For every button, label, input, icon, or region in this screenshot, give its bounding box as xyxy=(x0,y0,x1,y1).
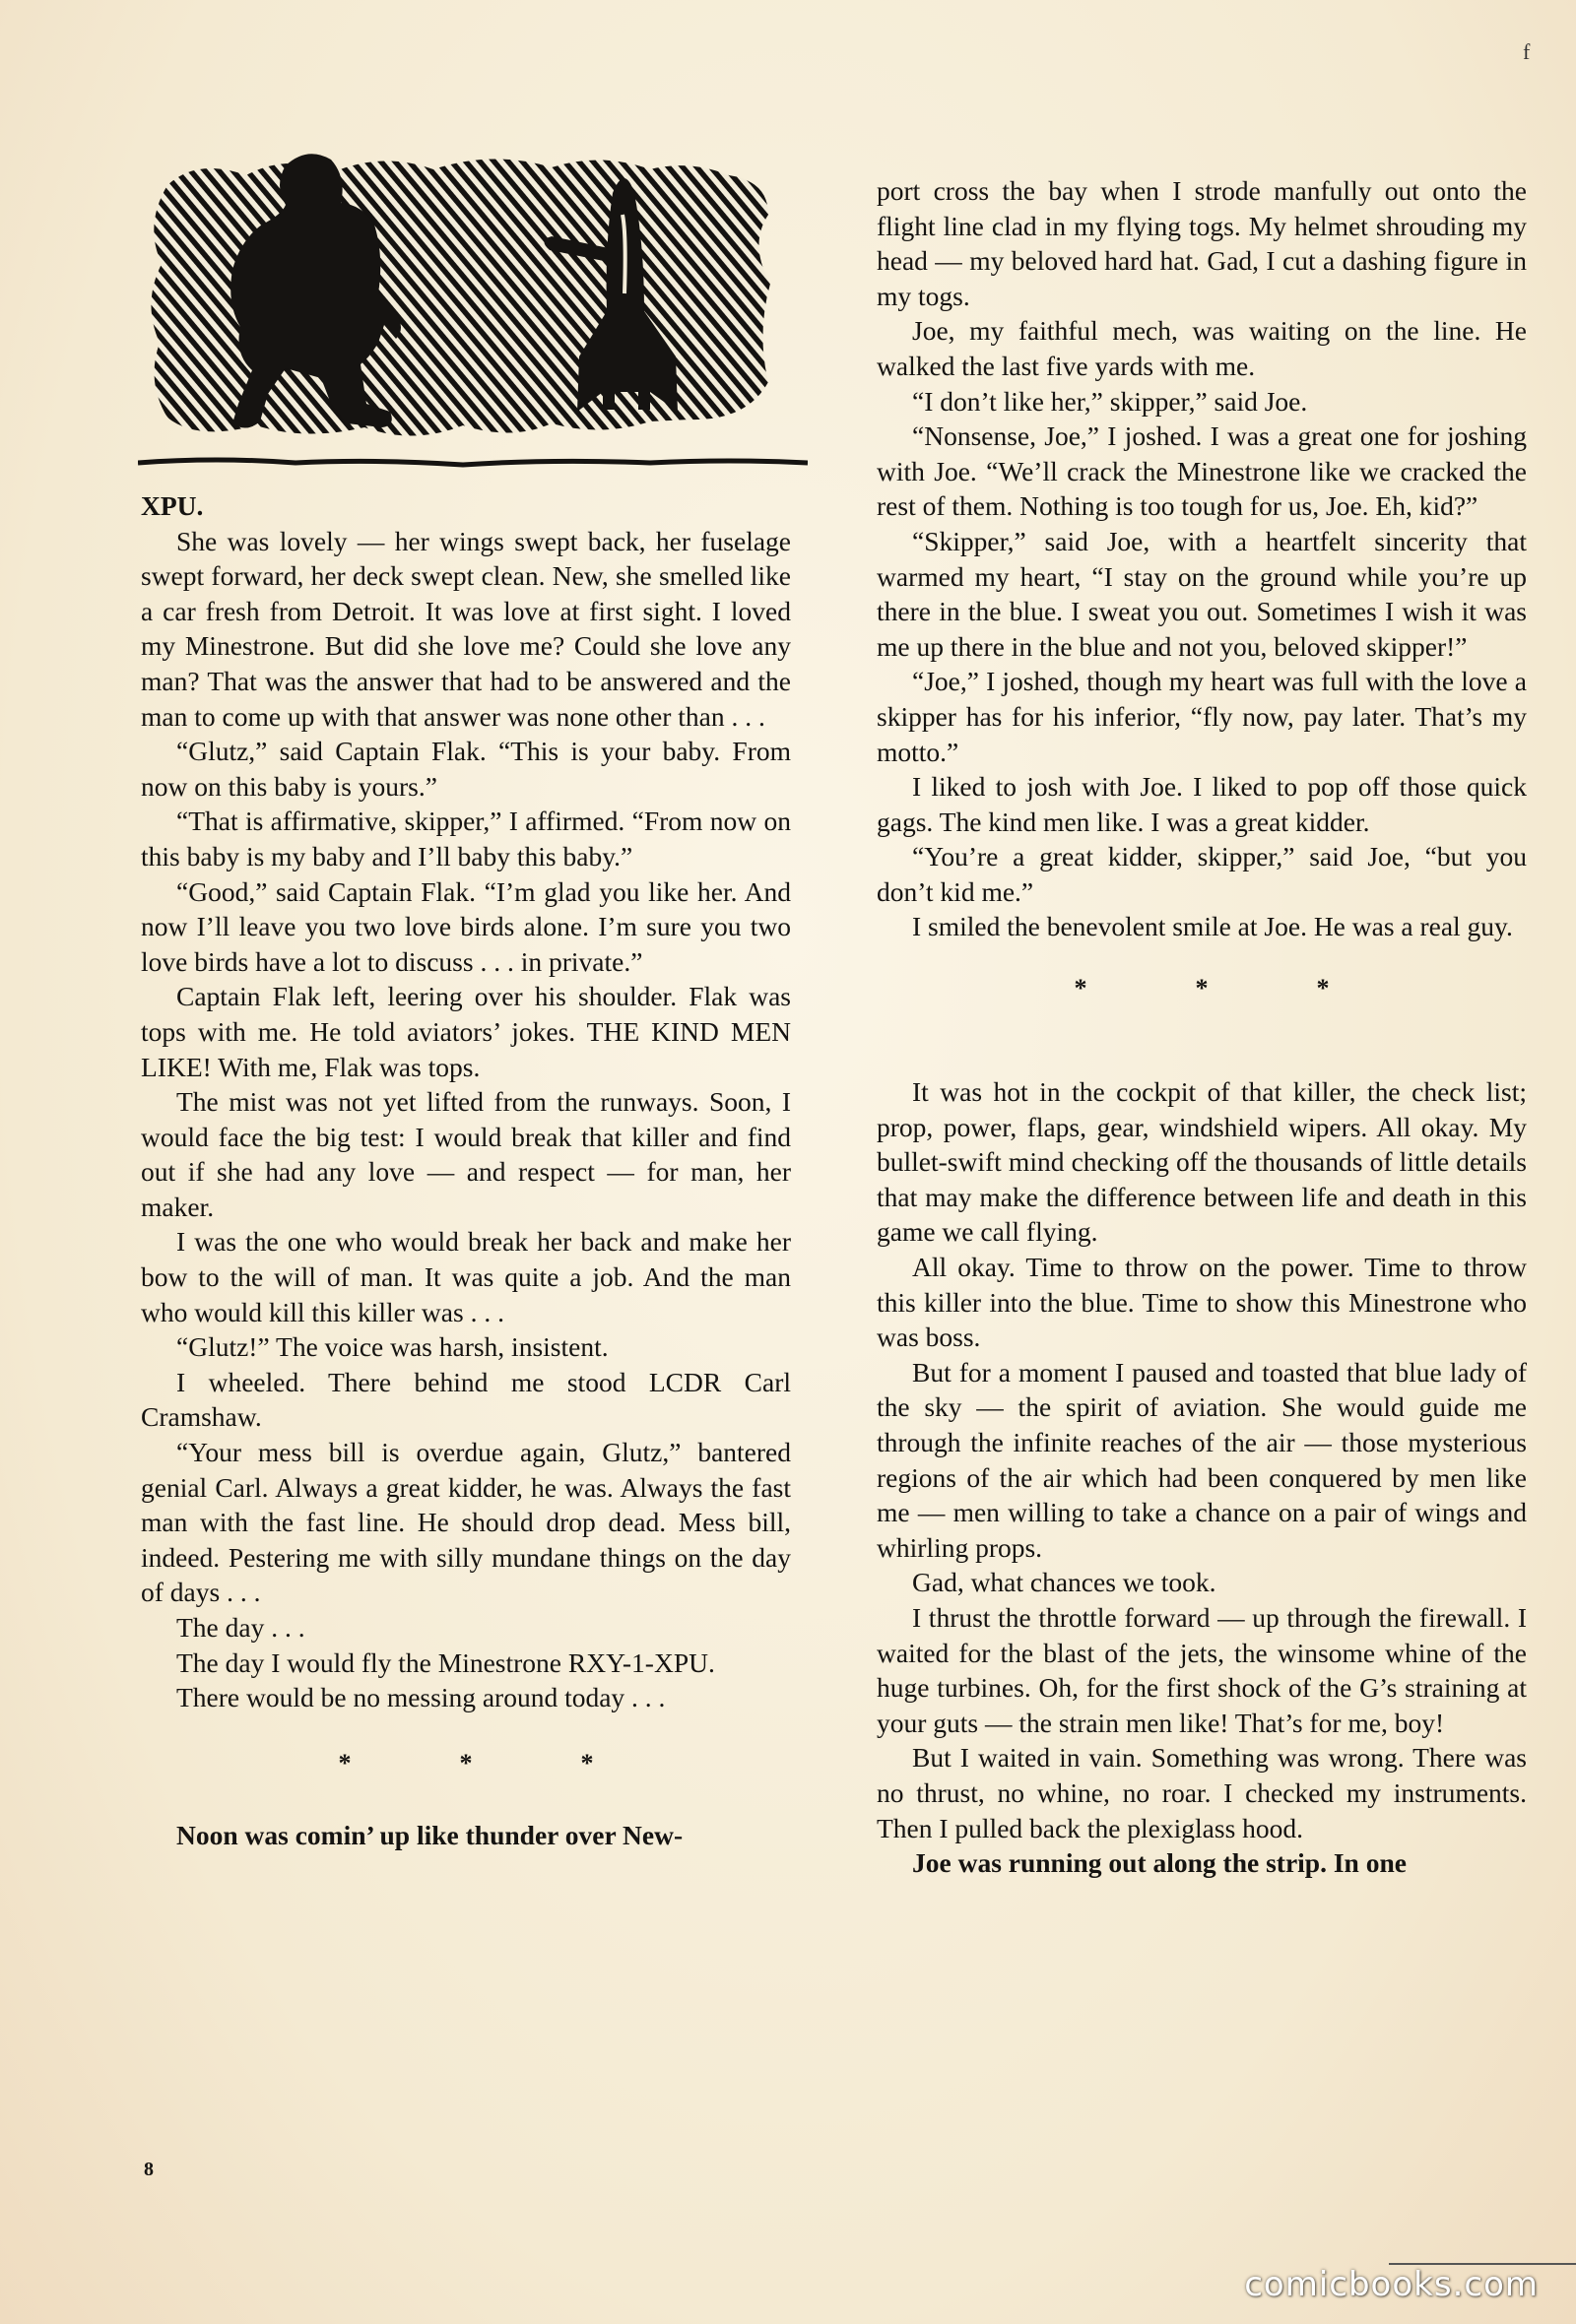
paragraph: “Skipper,” said Joe, with a heartfelt sincerity that warmed my heart, “I stay on the ground while you’re up there in the blue. I sweat you out. Sometimes I wish it was me up there in the blue and not you, beloved skipper!” xyxy=(877,525,1527,662)
paragraph: I thrust the throttle forward — up through the firewall. I waited for the blast of the jets, the winsome whine of the huge turbines. Oh, for the first shock of the G’s straining at your guts — the strain men like! That’s for me, boy! xyxy=(877,1601,1527,1738)
page-number: 8 xyxy=(144,2159,154,2180)
paragraph: Joe, my faithful mech, was waiting on the line. He walked the last five yards with me. xyxy=(877,315,1527,381)
page-corner-mark: f xyxy=(1523,39,1531,64)
paragraph: Gad, what chances we took. xyxy=(912,1567,1216,1598)
paragraph: I liked to josh with Joe. I liked to pop off those quick gags. The kind men like. I was a great kidder. xyxy=(877,771,1527,837)
section-star: * xyxy=(580,1748,594,1777)
paragraph: All okay. Time to throw on the power. Time to throw this killer into the blue. Time to show this Minestrone who was boss. xyxy=(877,1252,1527,1353)
paragraph: I smiled the benevolent smile at Joe. He was a real guy. xyxy=(912,911,1513,942)
section-star: * xyxy=(1074,974,1087,1003)
right-text-column xyxy=(877,173,1527,1881)
paragraph: I wheeled. There behind me stood LCDR Carl Cramshaw. xyxy=(141,1366,791,1433)
left-text-column xyxy=(141,488,791,1852)
paragraph: “Glutz!” The voice was harsh, insistent. xyxy=(176,1331,609,1363)
section-break xyxy=(141,1749,791,1778)
paragraph: “You’re a great kidder, skipper,” said Joe, “but you don’t kid me.” xyxy=(877,841,1527,907)
ground-line xyxy=(138,460,808,465)
paragraph: port cross the bay when I strode manfully out onto the flight line clad in my flying togs. My helmet shrouding my head — my beloved hard hat. Gad, I cut a dashing figure in my togs. xyxy=(877,175,1527,311)
paragraph: “I don’t like her,” skipper,” said Joe. xyxy=(912,385,1308,417)
section-star: * xyxy=(459,1748,473,1777)
paragraph: There would be no messing around today . . . xyxy=(176,1682,666,1713)
paragraph: “Joe,” I joshed, though my heart was full with the love a skipper has for his inferior, “fly now, pay later. That’s my motto.” xyxy=(877,666,1527,767)
section-star: * xyxy=(338,1748,352,1777)
paragraph: “Your mess bill is overdue again, Glutz,” bantered genial Carl. Always a great kidder, he was. Always the fast man with the fast line. He should drop dead. Mess bill, indeed. Pestering me with silly mundane things on the day of days . . . xyxy=(141,1437,791,1608)
paragraph: “Glutz,” said Captain Flak. “This is your baby. From now on this baby is yours.” xyxy=(141,736,791,802)
paragraph: The mist was not yet lifted from the runways. Soon, I would face the big test: I would break that killer and find out if she had any love — and respect — for man, her maker. xyxy=(141,1086,791,1222)
paragraph: It was hot in the cockpit of that killer, the check list; prop, power, flaps, gear, windshield wipers. All okay. My bullet-swift mind checking off the thousands of little details that may make the difference between life and death in this game we call flying. xyxy=(877,1076,1527,1248)
paragraph: But I waited in vain. Something was wrong. There was no thrust, no whine, no roar. I checked my instruments. Then I pulled back the plexiglass hood. xyxy=(877,1742,1527,1843)
section-star: * xyxy=(1316,974,1330,1003)
paragraph: The day I would fly the Minestrone RXY-1-XPU. xyxy=(176,1646,715,1678)
paragraph: I was the one who would break her back and make her bow to the will of man. It was quite a job. And the man who would kill this killer was . . . xyxy=(141,1226,791,1327)
section-break xyxy=(877,974,1527,1003)
paragraph: Noon was comin’ up like thunder over New- xyxy=(176,1819,684,1850)
paragraph: Joe was running out along the strip. In one xyxy=(912,1847,1407,1879)
paragraph: XPU. xyxy=(141,490,204,521)
paragraph: The day . . . xyxy=(176,1612,305,1643)
paragraph: “Nonsense, Joe,” I joshed. I was a great one for joshing with Joe. “We’ll crack the Minestrone like we cracked the rest of them. Nothing is too tough for us, Joe. Eh, kid?” xyxy=(877,420,1527,522)
section-star: * xyxy=(1195,974,1209,1003)
source-watermark: comicbooks.com xyxy=(1244,2265,1539,2304)
paragraph: But for a moment I paused and toasted that blue lady of the sky — the spirit of aviation. She would guide me through the infinite reaches of the air — those mysterious regions of the air which had been conquered by men like me — men willing to take a chance on a pair of wings and whirling props. xyxy=(877,1356,1527,1563)
story-illustration xyxy=(138,146,808,473)
paragraph: “That is affirmative, skipper,” I affirmed. “From now on this baby is my baby and I’ll baby this baby.” xyxy=(141,806,791,872)
paragraph: She was lovely — her wings swept back, her fuselage swept forward, her deck swept clean. New, she smelled like a car fresh from Detroit. It was love at first sight. I loved my Minestrone. But did she love me? Could she love any man? That was the answer that had to be answered and the man to come up with that answer was none other than . . . xyxy=(141,525,791,732)
paragraph: “Good,” said Captain Flak. “I’m glad you like her. And now I’ll leave you two love birds alone. I’m sure you two love birds have a lot to discuss . . . in private.” xyxy=(141,875,791,977)
paragraph: Captain Flak left, leering over his shoulder. Flak was tops with me. He told aviators’ jokes. THE KIND MEN LIKE! With me, Flak was tops. xyxy=(141,981,791,1082)
